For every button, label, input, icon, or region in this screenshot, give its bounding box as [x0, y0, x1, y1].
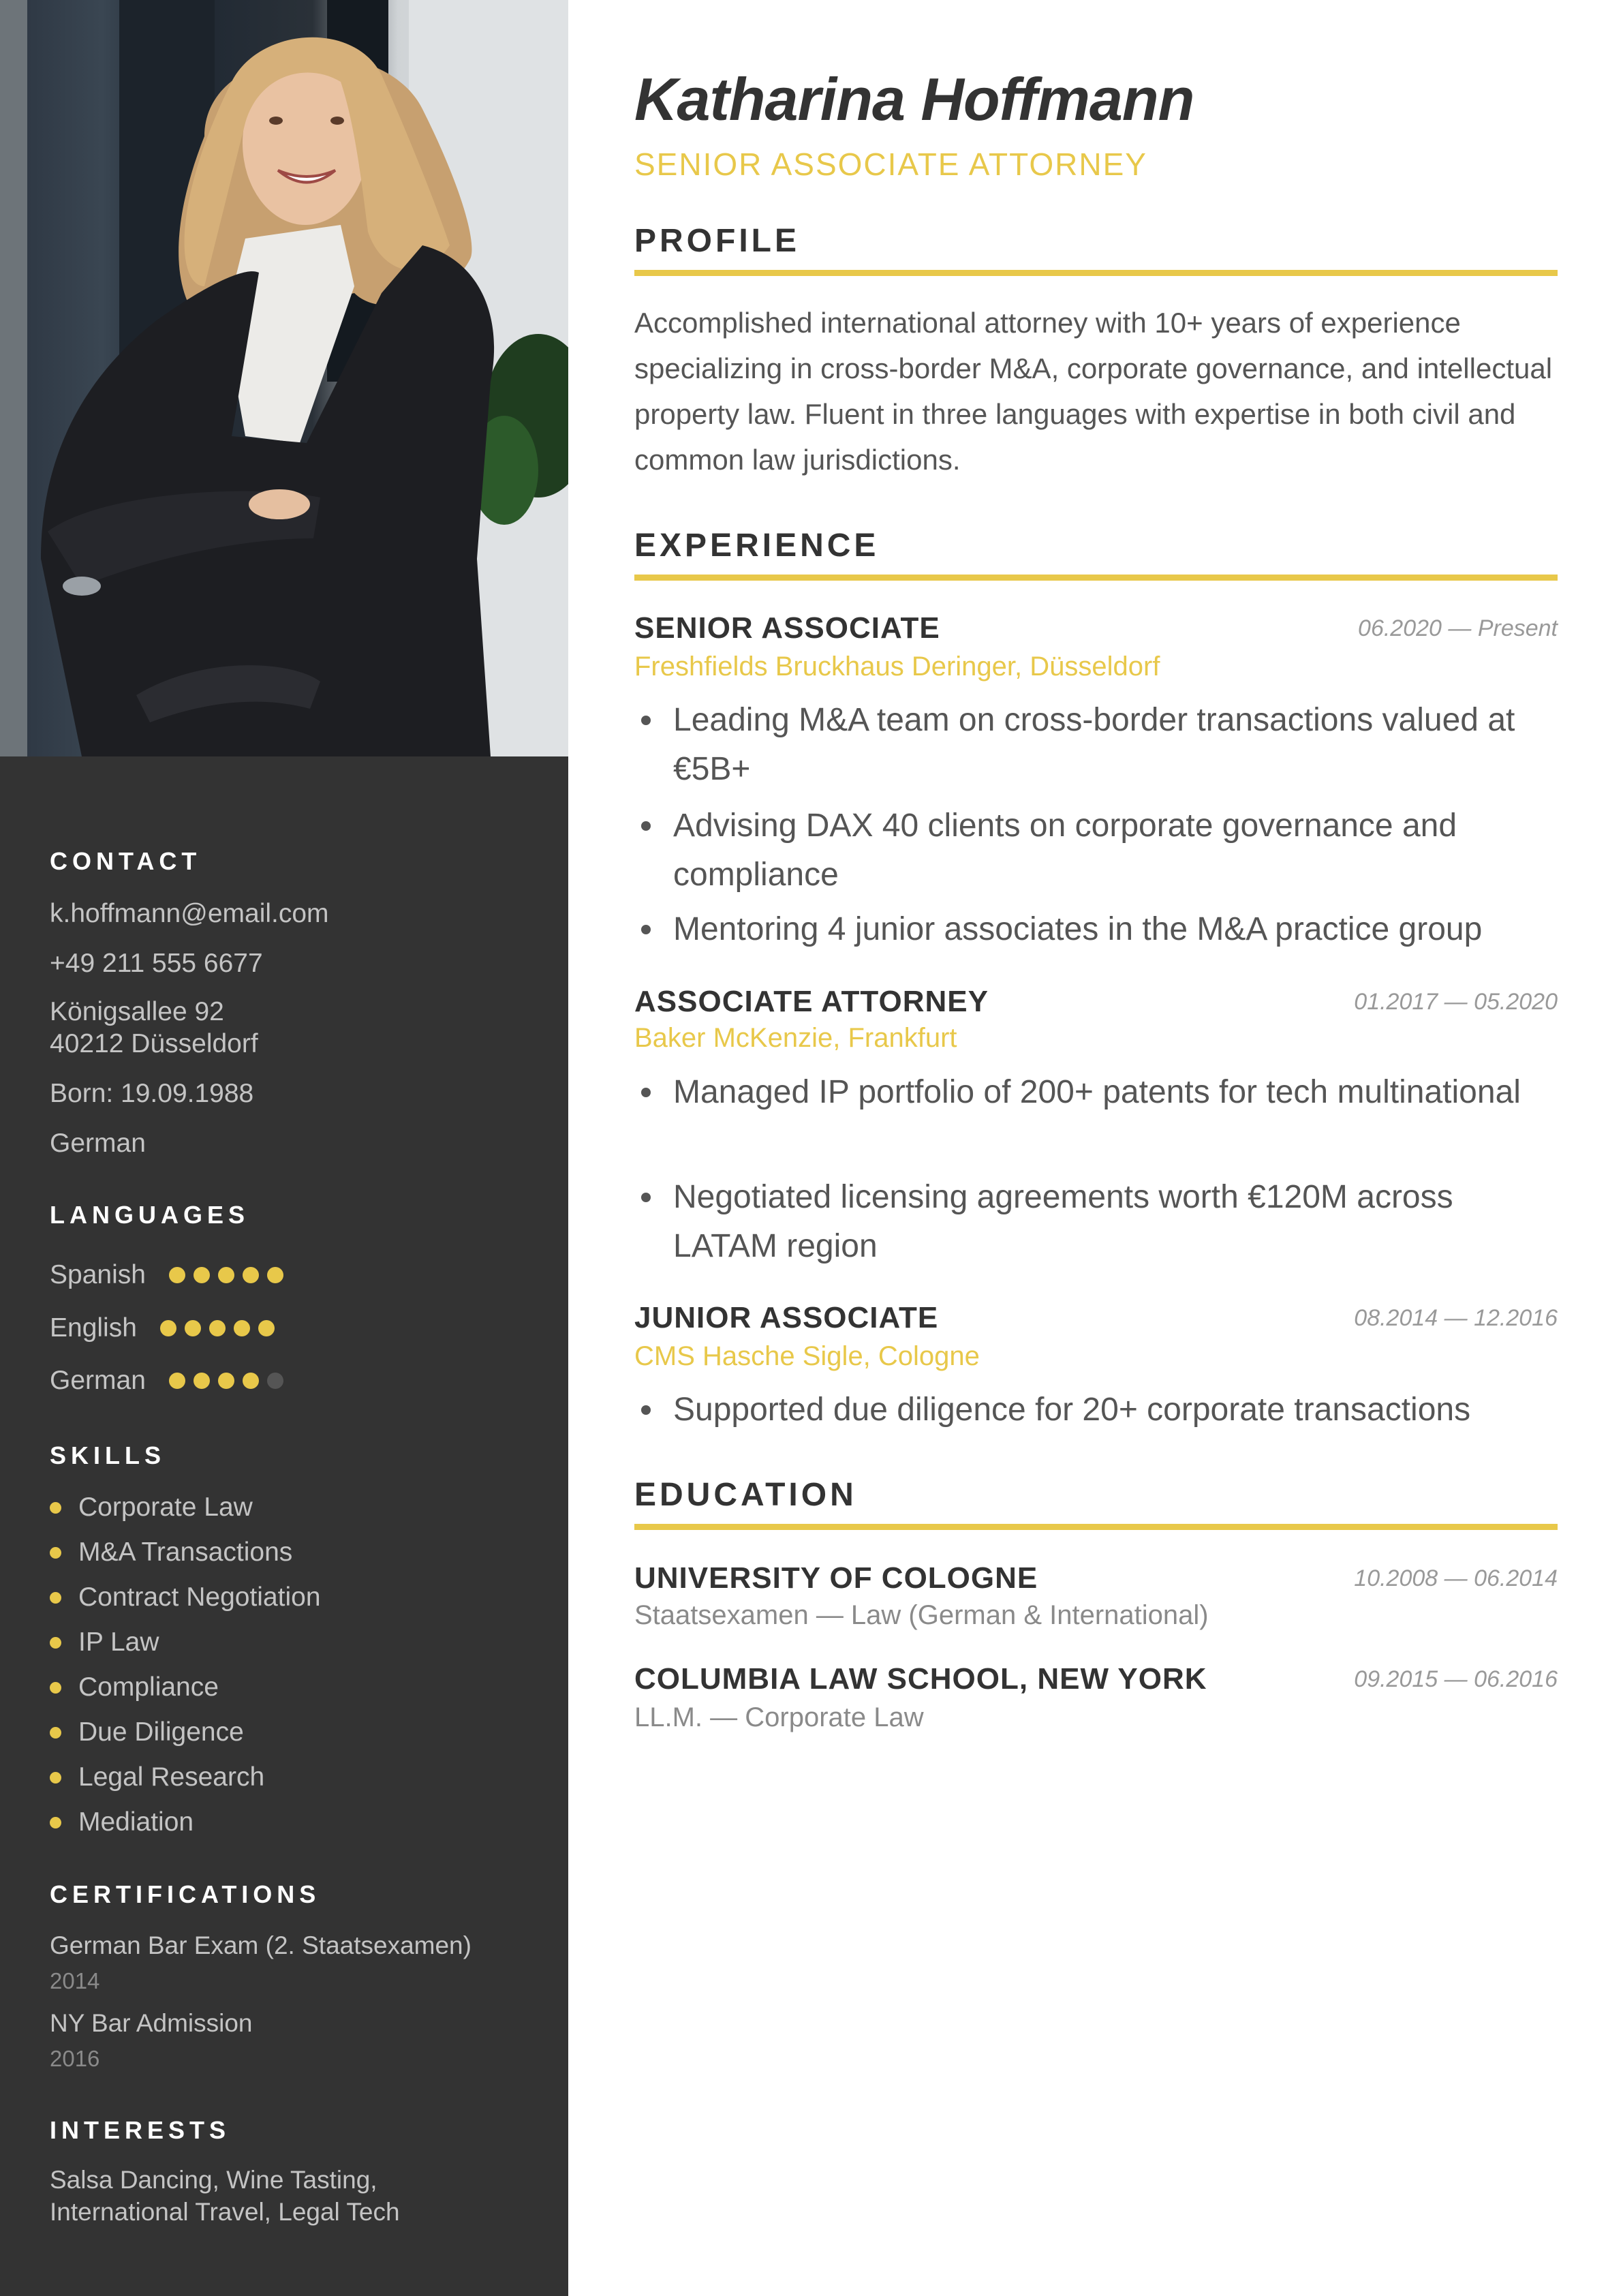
skill-item: [50, 1806, 194, 1839]
bullet-text: Supported due diligence for 20+ corporate transactions: [673, 1392, 1471, 1428]
bullet-dot-icon: [50, 1817, 61, 1828]
contact-address-line1: Königsallee 92: [50, 997, 224, 1026]
proficiency-dot-filled: [218, 1267, 234, 1283]
proficiency-dot-filled: [258, 1320, 275, 1336]
education-degree: LL.M. — Corporate Law: [634, 1702, 924, 1732]
education-school: UNIVERSITY OF COLOGNE: [634, 1561, 1038, 1595]
job-company: Freshfields Bruckhaus Deringer, Düsseldorf: [634, 652, 1160, 682]
contact-email[interactable]: k.hoffmann@email.com: [50, 899, 329, 928]
bullet-dot-icon: [50, 1592, 61, 1604]
language-name: Spanish: [50, 1260, 146, 1289]
job-title: JUNIOR ASSOCIATE: [634, 1301, 939, 1334]
job-bullet: [634, 905, 1558, 954]
language-name: English: [50, 1313, 137, 1343]
skill-item: [50, 1581, 321, 1614]
job-dates: 06.2020 — Present: [1358, 615, 1558, 641]
bullet-text: Negotiated licensing agreements worth €120M across LATAM region: [673, 1179, 1453, 1264]
job-bullet: [634, 1386, 1558, 1435]
bullet-dot-icon: [50, 1547, 61, 1559]
contact-nationality: German: [50, 1129, 146, 1158]
job-company: CMS Hasche Sigle, Cologne: [634, 1341, 980, 1371]
job-bullet: [634, 801, 1558, 900]
bullet-dot-icon: [50, 1637, 61, 1649]
bullet-text: Mentoring 4 junior associates in the M&A practice group: [673, 911, 1483, 947]
section-divider: [634, 575, 1558, 581]
skills-heading: SKILLS: [50, 1441, 166, 1469]
bullet-text: Leading M&A team on cross-border transactions valued at €5B+: [673, 702, 1515, 787]
proficiency-dot-filled: [169, 1373, 185, 1389]
job-company: Baker McKenzie, Frankfurt: [634, 1023, 957, 1053]
section-divider: [634, 270, 1558, 276]
job-title: ASSOCIATE ATTORNEY: [634, 985, 989, 1018]
proficiency-dot-filled: [194, 1373, 210, 1389]
proficiency-dot-filled: [160, 1320, 176, 1336]
contact-born: Born: 19.09.1988: [50, 1079, 254, 1108]
section-divider: [634, 1524, 1558, 1530]
proficiency-dot-filled: [243, 1267, 259, 1283]
bullet-dot-icon: [50, 1502, 61, 1514]
skill-item: [50, 1626, 159, 1659]
skill-label: Legal Research: [78, 1762, 265, 1792]
certification-name: NY Bar Admission: [50, 2009, 253, 2037]
education-dates: 09.2015 — 06.2016: [1354, 1666, 1558, 1692]
job-title: SENIOR ASSOCIATE: [634, 611, 940, 645]
bullet-dot-icon: [641, 1405, 651, 1415]
skill-label: Contract Negotiation: [78, 1582, 321, 1612]
skill-item: [50, 1491, 253, 1524]
contact-heading: CONTACT: [50, 847, 202, 875]
proficiency-dot-filled: [218, 1373, 234, 1389]
proficiency-dot-filled: [234, 1320, 250, 1336]
bullet-dot-icon: [50, 1682, 61, 1694]
interests-line-2: International Travel, Legal Tech: [50, 2198, 400, 2226]
bullet-dot-icon: [641, 925, 651, 934]
skill-item: [50, 1536, 292, 1569]
language-row: [50, 1364, 292, 1397]
education-school: COLUMBIA LAW SCHOOL, NEW YORK: [634, 1662, 1207, 1696]
profile-summary: Accomplished international attorney with 10+ years of experience specializing in cross-border M&A, corporate governance, and intellectual property law. Fluent in three languages with expertise in both civil and common law jurisdictions.: [634, 307, 1553, 476]
contact-phone[interactable]: +49 211 555 6677: [50, 949, 263, 978]
proficiency-dot-filled: [267, 1267, 283, 1283]
bullet-dot-icon: [50, 1772, 61, 1784]
skill-label: Mediation: [78, 1807, 194, 1837]
proficiency-dot-filled: [169, 1267, 185, 1283]
bullet-text: Advising DAX 40 clients on corporate governance and compliance: [673, 808, 1457, 893]
education-dates: 10.2008 — 06.2014: [1354, 1565, 1558, 1591]
sidebar: [0, 0, 568, 2296]
bullet-text: Managed IP portfolio of 200+ patents for tech multinational: [673, 1074, 1521, 1110]
interests-heading: INTERESTS: [50, 2116, 231, 2144]
profile-photo: [0, 0, 568, 756]
job-bullet: [634, 1173, 1558, 1271]
education-degree: Staatsexamen — Law (German & International): [634, 1600, 1209, 1630]
experience-heading: EXPERIENCE: [634, 527, 880, 564]
interests-line-1: Salsa Dancing, Wine Tasting,: [50, 2166, 377, 2194]
languages-heading: LANGUAGES: [50, 1201, 250, 1229]
certifications-heading: CERTIFICATIONS: [50, 1880, 321, 1908]
certification-year: 2014: [50, 1968, 100, 1993]
bullet-dot-icon: [641, 1088, 651, 1097]
language-row: [50, 1312, 283, 1345]
proficiency-dot-filled: [209, 1320, 226, 1336]
skill-label: M&A Transactions: [78, 1537, 293, 1567]
language-row: [50, 1259, 292, 1291]
skill-label: IP Law: [78, 1627, 159, 1657]
education-heading: EDUCATION: [634, 1477, 857, 1513]
job-dates: 01.2017 — 05.2020: [1354, 989, 1558, 1015]
skill-item: [50, 1761, 264, 1794]
certification-name: German Bar Exam (2. Staatsexamen): [50, 1931, 472, 1959]
language-name: German: [50, 1366, 146, 1395]
skill-label: Compliance: [78, 1672, 219, 1702]
bullet-dot-icon: [641, 1193, 651, 1202]
proficiency-dot-filled: [243, 1373, 259, 1389]
skill-label: Due Diligence: [78, 1717, 244, 1747]
skill-item: [50, 1716, 244, 1749]
proficiency-dot-filled: [185, 1320, 201, 1336]
job-bullet: [634, 696, 1558, 794]
profile-heading: PROFILE: [634, 223, 801, 259]
certification-year: 2016: [50, 2046, 100, 2071]
proficiency-dot-empty: [267, 1373, 283, 1389]
candidate-name: Katharina Hoffmann: [634, 65, 1194, 133]
bullet-dot-icon: [641, 716, 651, 725]
bullet-dot-icon: [641, 821, 651, 831]
proficiency-dot-filled: [194, 1267, 210, 1283]
job-bullet: [634, 1068, 1558, 1117]
skill-item: [50, 1671, 219, 1704]
job-headline: SENIOR ASSOCIATE ATTORNEY: [634, 147, 1147, 182]
skill-label: Corporate Law: [78, 1493, 253, 1522]
bullet-dot-icon: [50, 1727, 61, 1739]
job-dates: 08.2014 — 12.2016: [1354, 1305, 1558, 1331]
portrait-illustration: [0, 0, 568, 756]
contact-address-line2: 40212 Düsseldorf: [50, 1029, 258, 1058]
